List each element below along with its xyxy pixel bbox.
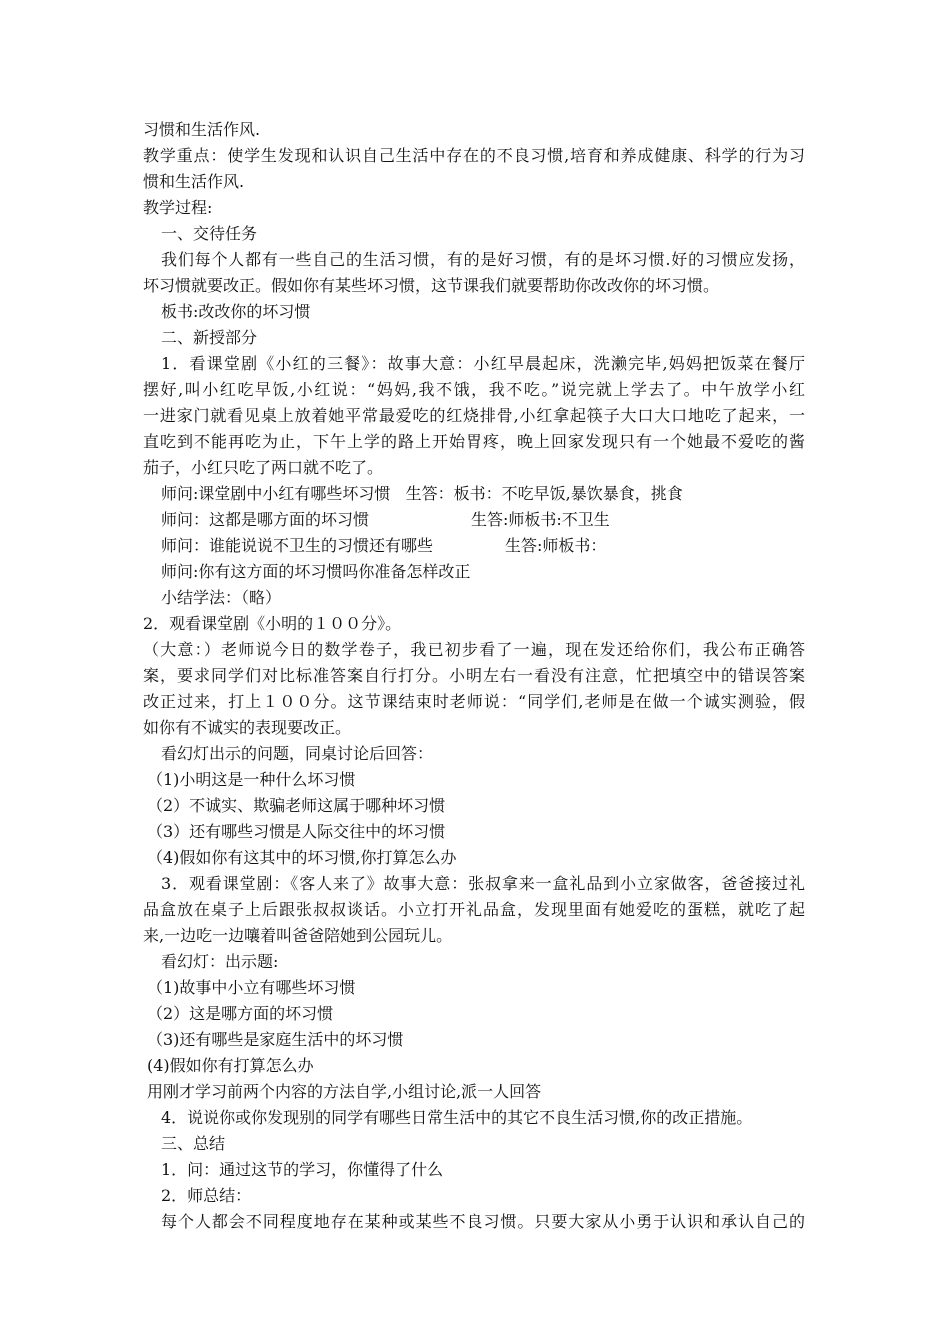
- text-line: 3．观看课堂剧：《客人来了》故事大意：张叔拿来一盒礼品到小立家做客，爸爸接过礼: [161, 874, 805, 893]
- text-line: 看幻灯：出示题:: [161, 952, 279, 971]
- list-item: （2）这是哪方面的坏习惯: [147, 1004, 334, 1023]
- list-item: （3）还有哪些习惯是人际交往中的坏习惯: [147, 822, 446, 841]
- list-item: （4)假如你有这其中的坏习惯,你打算怎么办: [147, 848, 457, 867]
- text-line: 案，要求同学们对比标准答案自行打分。小明左右一看没有注意，忙把填空中的错误答案: [143, 666, 805, 685]
- text-line: 一进家门就看见桌上放着她平常最爱吃的红烧排骨,小红拿起筷子大口大口地吃了起来，一: [143, 406, 805, 425]
- text-line: 师问:课堂剧中小红有哪些坏习惯 生答：板书：不吃早饭,暴饮暴食，挑食: [161, 484, 683, 503]
- text-line: 惯和生活作风.: [143, 172, 245, 191]
- text-line: 用刚才学习前两个内容的方法自学,小组讨论,派一人回答: [147, 1082, 542, 1101]
- answer-text: 生答:师板书:不卫生: [471, 510, 610, 529]
- text-line: 教学过程:: [143, 198, 213, 217]
- text-line: 来,一边吃一边嚷着叫爸爸陪她到公园玩儿。: [143, 926, 453, 945]
- text-line: 4．说说你或你发现别的同学有哪些日常生活中的其它不良生活习惯,你的改正措施。: [161, 1108, 753, 1127]
- text-line: 1．看课堂剧《小红的三餐》：故事大意：小红早晨起床，洗濑完毕,妈妈把饭菜在餐厅: [161, 354, 805, 373]
- answer-text: 生答:师板书：: [505, 536, 607, 555]
- text-line: 1．问：通过这节的学习，你懂得了什么: [161, 1160, 444, 1179]
- section-heading: 一、交待任务: [161, 224, 258, 243]
- list-item: （1)故事中小立有哪些坏习惯: [147, 978, 356, 997]
- text-line: 直吃到不能再吃为止，下午上学的路上开始胃疼，晚上回家发现只有一个她最不爱吃的酱: [143, 432, 805, 451]
- text-line: 摆好,叫小红吃早饭,小红说：“妈妈,我不饿，我不吃。”说完就上学去了。中午放学小红: [143, 380, 805, 399]
- text-line: 习惯和生活作风.: [143, 120, 261, 139]
- text-line: （大意：）老师说今日的数学卷子，我已初步看了一遍，现在发还给你们，我公布正确答: [143, 640, 805, 659]
- text-line: 师问:你有这方面的坏习惯吗你准备怎样改正: [161, 562, 471, 581]
- text-line: 茄子，小红只吃了两口就不吃了。: [143, 458, 384, 477]
- text-line: [161, 510, 610, 530]
- text-line: 看幻灯出示的问题，同桌讨论后回答：: [161, 744, 434, 763]
- text-line: 小结学法：（略）: [161, 588, 282, 607]
- list-item: （1)小明这是一种什么坏习惯: [147, 770, 356, 789]
- section-heading: 三、总结: [161, 1134, 226, 1153]
- text-line: 坏习惯就要改正。假如你有某些坏习惯，这节课我们就要帮助你改改你的坏习惯。: [143, 276, 720, 295]
- text-line: [161, 536, 607, 556]
- text-line: 2．师总结：: [161, 1186, 252, 1205]
- text-line: 教学重点：使学生发现和认识自己生活中存在的不良习惯,培育和养成健康、科学的行为习: [143, 146, 805, 165]
- text-line: 品盒放在桌子上后跟张叔叔谈话。小立打开礼品盒，发现里面有她爱吃的蛋糕，就吃了起: [143, 900, 805, 919]
- text-line: 每个人都会不同程度地存在某种或某些不良习惯。只要大家从小勇于认识和承认自己的: [161, 1212, 805, 1231]
- section-heading: 二、新授部分: [161, 328, 258, 347]
- list-item: （2）不诚实、欺骗老师这属于哪种坏习惯: [147, 796, 446, 815]
- text-line: 如你有不诚实的表现要改正。: [143, 718, 352, 737]
- question-text: 师问：这都是哪方面的坏习惯: [161, 510, 370, 529]
- text-line: 2．观看课堂剧《小明的１００分》。: [143, 614, 402, 633]
- list-item: (4)假如你有打算怎么办: [147, 1056, 314, 1075]
- text-line: 改正过来，打上１００分。这节课结束时老师说：“同学们,老师是在做一个诚实测验，假: [143, 692, 805, 711]
- text-line: 板书:改改你的坏习惯: [161, 302, 311, 321]
- text-line: 我们每个人都有一些自己的生活习惯，有的是好习惯，有的是坏习惯.好的习惯应发扬，: [161, 250, 805, 269]
- list-item: （3)还有哪些是家庭生活中的坏习惯: [147, 1030, 404, 1049]
- question-text: 师问：谁能说说不卫生的习惯还有哪些: [161, 536, 434, 555]
